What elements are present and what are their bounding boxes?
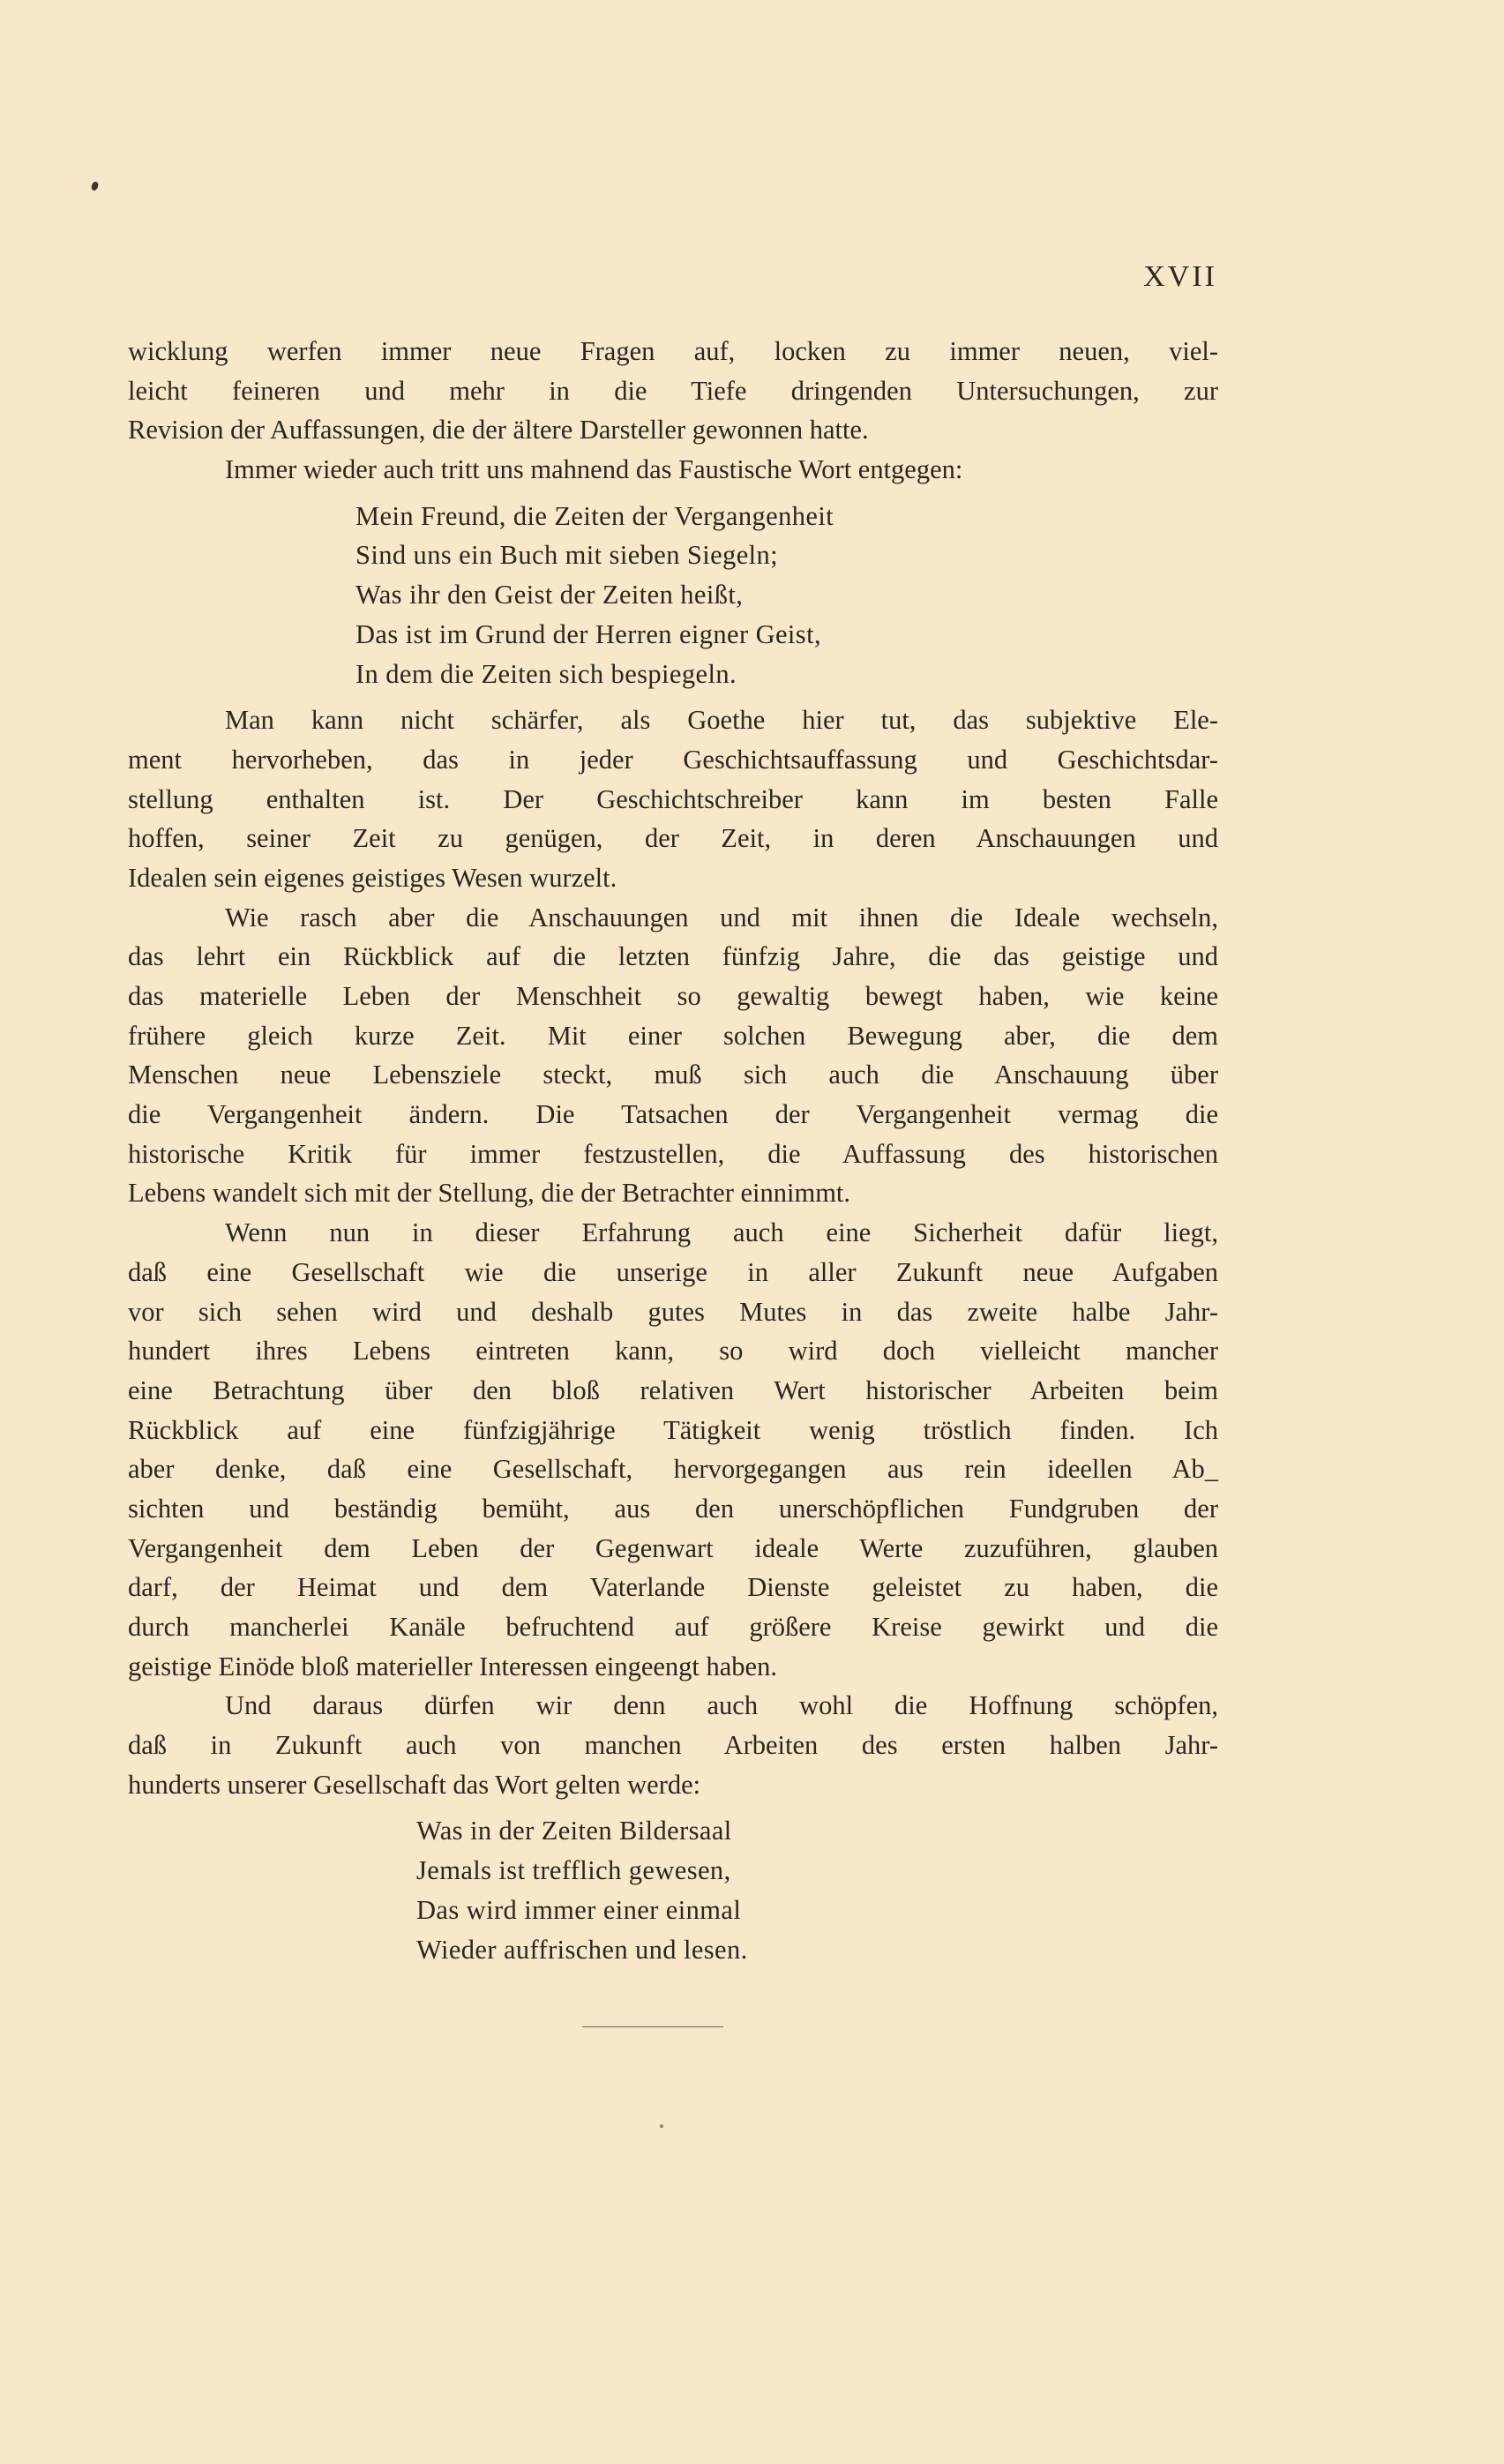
text-line: Und daraus dürfen wir denn auch wohl die Hoffnung schöpfen, <box>225 1690 1218 1721</box>
text-line: stellung enthalten ist. Der Geschichtschreiber kann im besten Falle <box>128 783 1218 814</box>
paragraph-4 <box>128 898 1218 1214</box>
verse-line: Wieder auffrischen und lesen. <box>416 1934 748 1965</box>
body-text <box>128 332 1218 1969</box>
text-line: darf, der Heimat und dem Vaterlande Dienste geleistet zu haben, die <box>128 1572 1218 1603</box>
text-line: Man kann nicht schärfer, als Goethe hier tut, das subjektive Ele- <box>225 705 1218 736</box>
paragraph-3 <box>128 700 1218 897</box>
text-line: die Vergangenheit ändern. Die Tatsachen der Vergangenheit vermag die <box>128 1099 1218 1130</box>
text-line: hundert ihres Lebens eintreten kann, so wird doch vielleicht mancher <box>128 1336 1218 1367</box>
ink-speck <box>91 181 100 191</box>
text-line: Wenn nun in dieser Erfahrung auch eine Sicherheit dafür liegt, <box>225 1217 1218 1248</box>
text-line: Immer wieder auch tritt uns mahnend das Faustische Wort entgegen: <box>225 454 963 485</box>
text-line: Wie rasch aber die Anschauungen und mit ihnen die Ideale wechseln, <box>225 902 1218 932</box>
text-line: eine Betrachtung über den bloß relativen Wert historischer Arbeiten beim <box>128 1374 1218 1405</box>
text-line: aber denke, daß eine Gesellschaft, hervorgegangen aus rein ideellen Ab_ <box>128 1454 1218 1485</box>
text-line: frühere gleich kurze Zeit. Mit einer solchen Bewegung aber, die dem <box>128 1020 1218 1051</box>
verse-line: Das ist im Grund der Herren eigner Geist, <box>355 618 821 649</box>
paragraph-6 <box>128 1686 1218 1804</box>
paper-speck <box>660 2124 663 2128</box>
text-line: das materielle Leben der Menschheit so gewaltig bewegt haben, wie keine <box>128 981 1218 1011</box>
text-line: das lehrt ein Rückblick auf die letzten fünfzig Jahre, die das geistige und <box>128 941 1218 972</box>
text-line: leicht feineren und mehr in die Tiefe dringenden Untersuchungen, zur <box>128 375 1218 406</box>
text-line: hunderts unserer Gesellschaft das Wort gelten werde: <box>128 1769 701 1800</box>
text-line: daß in Zukunft auch von manchen Arbeiten des ersten halben Jahr- <box>128 1730 1218 1761</box>
verse-faust <box>128 497 1218 693</box>
text-line: durch mancherlei Kanäle befruchtend auf größere Kreise gewirkt und die <box>128 1612 1218 1642</box>
verse-line: In dem die Zeiten sich bespiegeln. <box>355 658 737 689</box>
text-line: sichten und beständig bemüht, aus den unerschöpflichen Fundgruben der <box>128 1493 1218 1524</box>
paragraph-5 <box>128 1213 1218 1686</box>
verse-bildersaal <box>128 1811 1218 1969</box>
text-line: Menschen neue Lebensziele steckt, muß sich auch die Anschauung über <box>128 1060 1218 1090</box>
text-line: daß eine Gesellschaft wie die unserige in aller Zukunft neue Aufgaben <box>128 1256 1218 1287</box>
page-number: XVII <box>1143 260 1217 293</box>
paragraph-1 <box>128 332 1218 450</box>
text-line: ment hervorheben, das in jeder Geschichtsauffassung und Geschichtsdar- <box>128 744 1218 775</box>
verse-line: Jemals ist trefflich gewesen, <box>416 1855 731 1886</box>
text-line: geistige Einöde bloß materieller Interessen eingeengt haben. <box>128 1651 777 1681</box>
verse-line: Mein Freund, die Zeiten der Vergangenheit <box>355 500 834 531</box>
verse-line: Was in der Zeiten Bildersaal <box>416 1816 732 1846</box>
text-line: Vergangenheit dem Leben der Gegenwart ideale Werte zuzuführen, glauben <box>128 1532 1218 1563</box>
text-line: Idealen sein eigenes geistiges Wesen wurzelt. <box>128 862 617 893</box>
text-line: Revision der Auffassungen, die der ältere Darsteller gewonnen hatte. <box>128 415 869 446</box>
verse-line: Das wird immer einer einmal <box>416 1894 742 1925</box>
text-line: wicklung werfen immer neue Fragen auf, locken zu immer neuen, viel- <box>128 336 1218 366</box>
end-rule <box>582 2026 723 2027</box>
verse-line: Sind uns ein Buch mit sieben Siegeln; <box>355 540 779 571</box>
text-line: vor sich sehen wird und deshalb gutes Mutes in das zweite halbe Jahr- <box>128 1296 1218 1327</box>
verse-line: Was ihr den Geist der Zeiten heißt, <box>355 580 744 610</box>
paragraph-2 <box>128 450 1218 490</box>
text-line: hoffen, seiner Zeit zu genügen, der Zeit, in deren Anschauungen und <box>128 823 1218 854</box>
text-line: Rückblick auf eine fünfzigjährige Tätigkeit wenig tröstlich finden. Ich <box>128 1414 1218 1445</box>
text-line: historische Kritik für immer festzustellen, die Auffassung des historischen <box>128 1138 1218 1169</box>
text-line: Lebens wandelt sich mit der Stellung, die der Betrachter einnimmt. <box>128 1178 851 1209</box>
